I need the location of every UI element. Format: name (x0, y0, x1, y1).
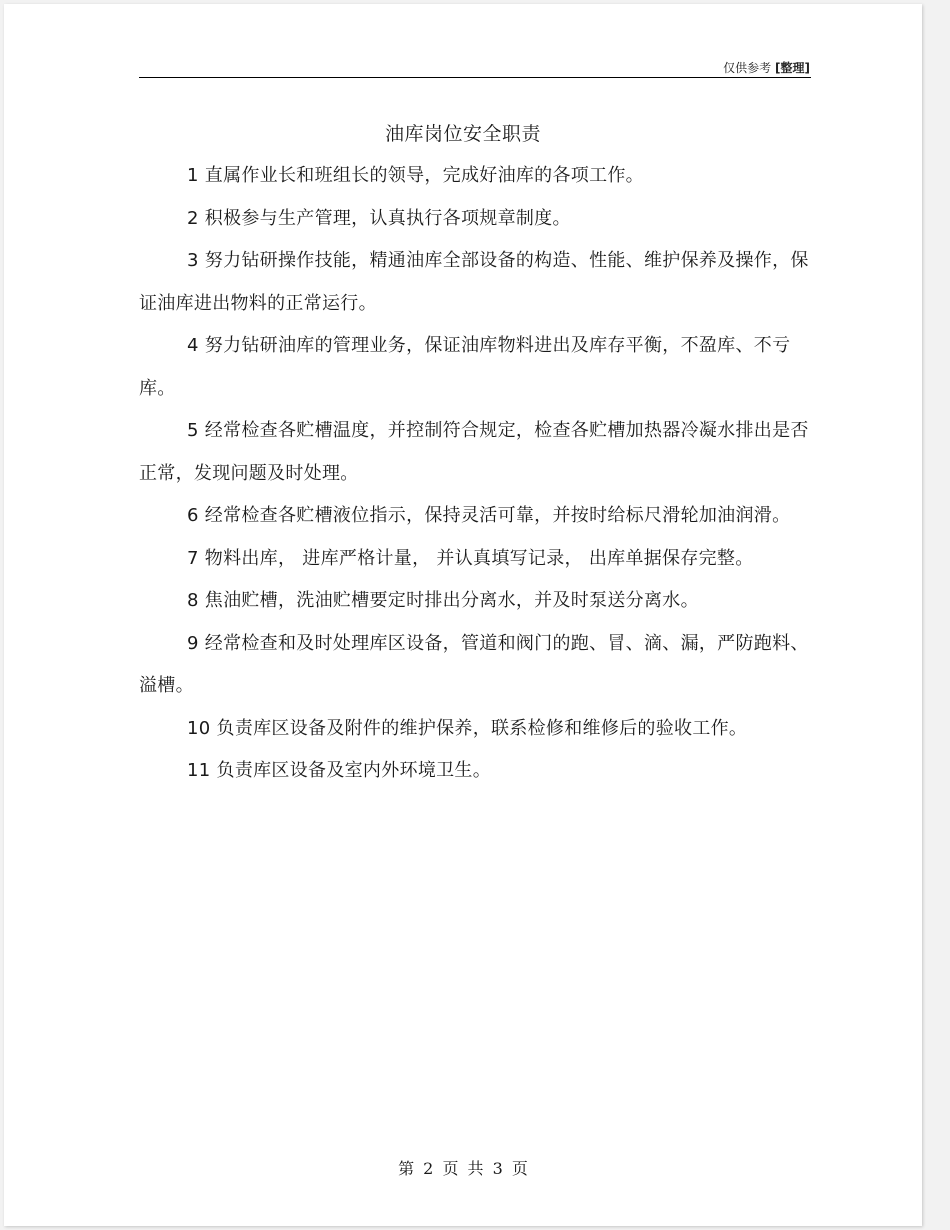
header-divider (139, 77, 811, 78)
paragraph-5: 5 经常检查各贮槽温度，并控制符合规定，检查各贮槽加热器冷凝水排出是否正常，发现问题及时处理。 (139, 420, 809, 484)
header-note-tag: [整理] (775, 61, 810, 75)
paragraph-10: 10 负责库区设备及附件的维护保养，联系检修和维修后的验收工作。 (187, 717, 748, 739)
paragraph-8: 8 焦油贮槽，洗油贮槽要定时排出分离水，并及时泵送分离水。 (187, 590, 699, 611)
header-note-text: 仅供参考 (723, 61, 772, 75)
paragraph-3: 3 努力钻研操作技能，精通油库全部设备的构造、性能、维护保养及操作，保证油库进出物料的正常运行。 (139, 250, 809, 314)
page-number: 第 2 页 共 3 页 (398, 1159, 528, 1178)
header-note (723, 59, 810, 76)
paragraph-2: 2 积极参与生产管理，认真执行各项规章制度。 (187, 207, 571, 229)
paragraph-7: 7 物料出库， 进库严格计量， 并认真填写记录， 出库单据保存完整。 (187, 547, 754, 569)
paragraph-1: 1 直属作业长和班组长的领导，完成好油库的各项工作。 (187, 165, 644, 186)
document-body (139, 155, 809, 793)
paragraph-6: 6 经常检查各贮槽液位指示，保持灵活可靠，并按时给标尺滑轮加油润滑。 (187, 505, 791, 526)
paragraph-11: 11 负责库区设备及室内外环境卫生。 (187, 760, 492, 781)
document-page (4, 4, 922, 1226)
document-title: 油库岗位安全职责 (384, 123, 541, 145)
paragraph-9: 9 经常检查和及时处理库区设备，管道和阀门的跑、冒、滴、漏，严防跑料、溢槽。 (139, 632, 809, 696)
paragraph-4: 4 努力钻研油库的管理业务，保证油库物料进出及库存平衡，不盈库、不亏库。 (139, 335, 791, 399)
